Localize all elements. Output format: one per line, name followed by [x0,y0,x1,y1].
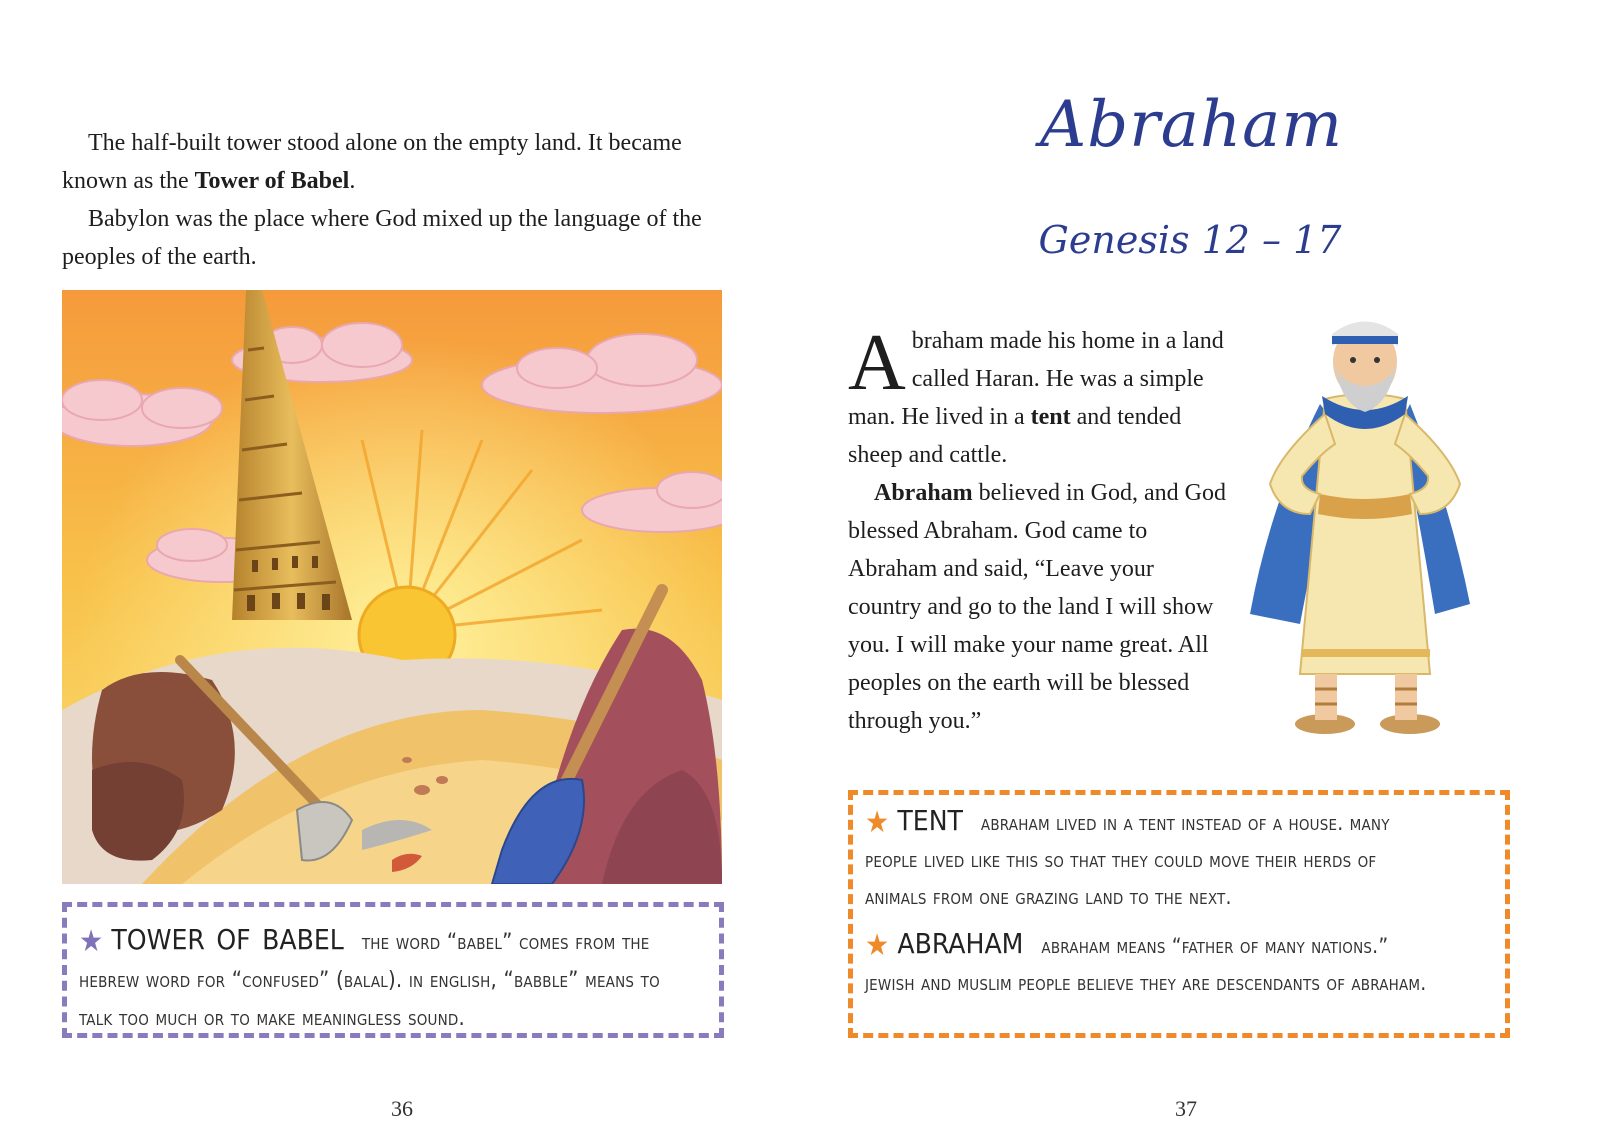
paragraph-haran: Abraham made his home in a land called Haran. He was a simple man. He lived in a tent and tended sheep and cattle. [848,319,1224,468]
star-icon: ★ [79,924,104,959]
right-body-text [848,319,1228,740]
paragraph-babylon: Babylon was the place where God mixed up the language of the peoples of the earth. [62,206,702,270]
right-page [800,0,1600,1142]
left-body-text [62,124,742,276]
note-abraham-line-1: ★ abraham abraham means “father of many nations.” [865,917,1389,963]
abraham-illustration [1240,304,1490,768]
term-tent: tent [1030,404,1071,430]
term-abraham: Abraham [874,480,973,506]
tower-of-babel-illustration [62,290,722,884]
scripture-reference: Genesis 12 – 17 [1038,218,1342,262]
note-tent-line-1: ★ tent abraham lived in a tent instead of a house. many [865,794,1390,840]
term-tower-of-babel: Tower of Babel [194,168,350,194]
note-tent-line-3: animals from one grazing land to the next. [865,885,1232,909]
paragraph-blessing: Abraham believed in God, and God blessed Abraham. God came to Abraham and said, “Leave your country and go to the land I will show you. I will make your name great. All peoples on the earth will be blessed through you.” [848,480,1226,734]
star-icon: ★ [865,928,890,963]
fact-box-line-1: ★ tower of babel the word “babel” comes from the [79,913,650,959]
drop-cap: A [848,319,906,407]
note-tent-heading: tent [897,794,963,840]
note-abraham-heading: abraham [897,917,1024,963]
page-number-left: 36 [391,1096,413,1121]
fact-box-heading: tower of babel [111,913,344,959]
tower-of-babel-fact-box [62,902,724,1038]
chapter-title: Abraham [1040,88,1343,162]
fact-box-line-2: hebrew word for “confused” (balal). in english, “babble” means to [79,968,660,993]
notes-fact-box [848,790,1510,1038]
star-icon: ★ [865,805,890,840]
note-abraham-line-2: jewish and muslim people believe they are descendants of abraham. [865,971,1427,995]
paragraph-tower: The half-built tower stood alone on the empty land. It became known as the Tower of Babel. [62,130,682,194]
page-number-right: 37 [1175,1096,1197,1121]
note-tent-line-2: people lived like this so that they could move their herds of [865,848,1377,872]
fact-box-line-3: talk too much or to make meaningless sound. [79,1006,465,1031]
